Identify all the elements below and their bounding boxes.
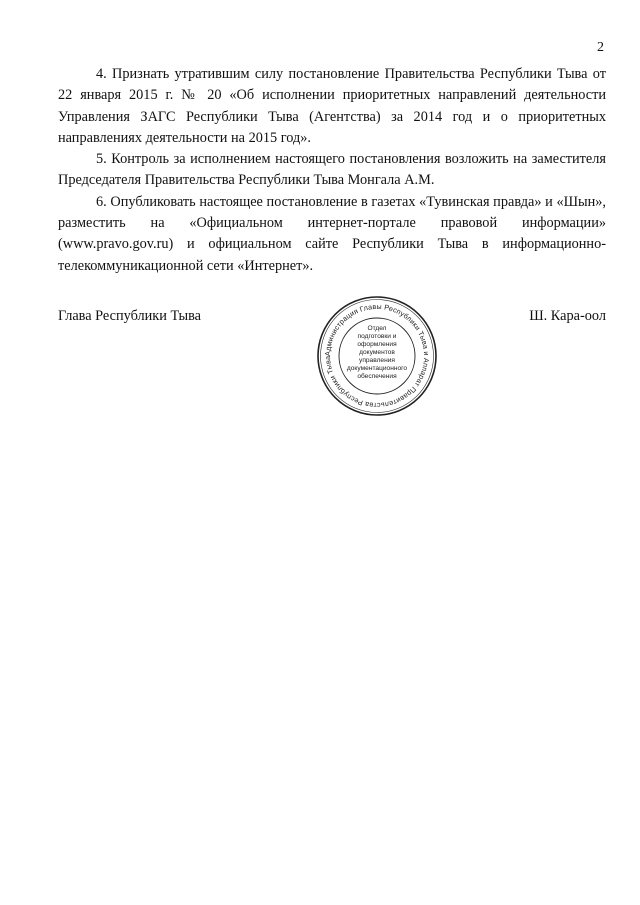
paragraph-5: 5. Контроль за исполнением настоящего постановления возложить на заместителя Председателя Правительства Республики Тыва Монгала А.М. xyxy=(58,151,606,189)
stamp-inner-text xyxy=(344,325,410,381)
stamp-line: обеспечения xyxy=(357,373,397,380)
paragraph-6: 6. Опубликовать настоящее постановление в газетах «Тувинская правда» и «Шын», разместить на «Официальном интернет-портале правовой информации» (www.pravo.gov.ru) и официальном сайте Республики Тыва в информационно-телекоммуникационной сети «Интернет». xyxy=(58,193,606,274)
stamp-line: оформления документов xyxy=(357,341,397,356)
document-body xyxy=(58,64,606,277)
paragraph-4: 4. Признать утратившим силу постановление Правительства Республики Тыва от 22 января 2015 г. № 20 «Об исполнении приоритетных направлений деятельности Управления ЗАГС Республики Тыва (Агентства) за 2014 год и о приоритетных направлениях деятельности на 2015 год». xyxy=(58,66,606,146)
stamp-line: подготовки и xyxy=(357,333,397,340)
signature-block xyxy=(58,301,606,411)
official-stamp xyxy=(315,294,439,418)
stamp-line: Отдел xyxy=(367,325,387,332)
stamp-line: управления xyxy=(359,357,395,364)
stamp-line: документационного xyxy=(346,365,408,372)
page-number: 2 xyxy=(597,40,604,55)
stamp-outer-text: Администрация Главы Республики Тыва и Аппарат Правительства Республики Тыва xyxy=(322,301,432,411)
signatory-position: Глава Республики Тыва xyxy=(58,308,201,324)
signatory-name: Ш. Кара-оол xyxy=(529,308,606,324)
